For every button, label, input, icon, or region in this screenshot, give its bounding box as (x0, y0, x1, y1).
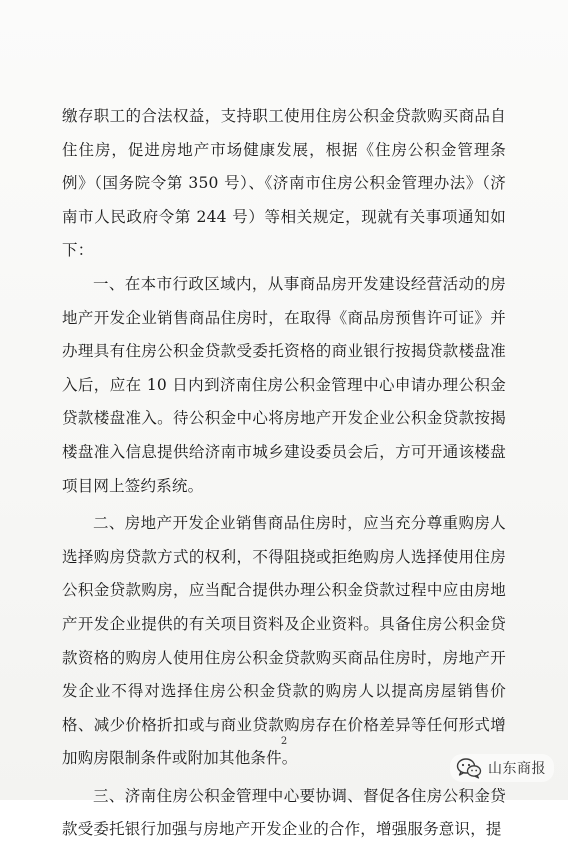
source-watermark (450, 754, 554, 782)
paragraph-item-1: 一、在本市行政区域内，从事商品房开发建设经营活动的房地产开发企业销售商品住房时，在取得《商品房预售许可证》并办理具有住房公积金贷款受委托资格的商业银行按揭贷款楼盘准入后，应在 10 日内到济南住房公积金管理中心申请办理公积金贷款楼盘准入。待公积金中心将房地产开发企业公积金贷款按揭楼盘准入信息提供给济南市城乡建设委员会后，方可开通该楼盘项目网上签约系统。 (62, 274, 506, 495)
paragraph-item-3: 三、济南住房公积金管理中心要协调、督促各住房公积金贷款受委托银行加强与房地产开发企业的合作，增强服务意识，提 (62, 786, 506, 839)
paragraph-intro-continued: 缴存职工的合法权益，支持职工使用住房公积金贷款购买商品自住住房，促进房地产市场健康发展，根据《住房公积金管理条例》（国务院令第 350 号）、《济南市住房公积金管理办法》（济南市人民政府令第 244 号）等相关规定，现就有关事项通知如下： (62, 107, 506, 260)
document-body (62, 100, 506, 847)
wechat-icon (456, 757, 482, 779)
paragraph-item-2: 二、房地产开发企业销售商品住房时，应当充分尊重购房人选择购房贷款方式的权利，不得阻挠或拒绝购房人选择使用住房公积金贷款购房，应当配合提供办理公积金贷款过程中应由房地产开发企业提供的有关项目资料及企业资料。具备住房公积金贷款资格的购房人使用住房公积金贷款购买商品住房时，房地产开发企业不得对选择住房公积金贷款的购房人以提高房屋销售价格、减少价格折扣或与商业贷款购房存在价格差异等任何形式增加购房限制条件或附加其他条件。 (62, 514, 506, 768)
page-number: 2 (280, 736, 288, 747)
watermark-label: 山东商报 (488, 761, 546, 777)
